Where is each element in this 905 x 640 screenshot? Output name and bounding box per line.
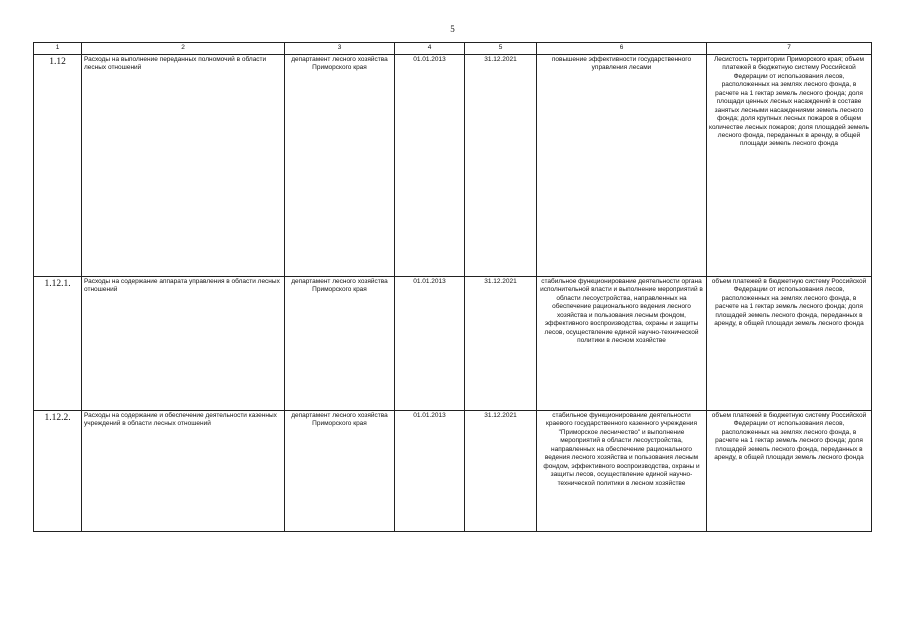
target-indicators: объем платежей в бюджетную систему Российской Федерации от использования лесов, расположенных на землях лесного фонда, в расчете на 1 гектар земель лесного фонда; доля площадей земель лесного фонда, переданных в аренду, в общей площади земель лесного фонда [707,411,872,532]
column-header: 3 [285,43,395,55]
responsible-executor: департамент лесного хозяйства Приморского края [285,411,395,532]
row-number: 1.12.2. [34,411,82,532]
column-header: 4 [395,43,465,55]
column-header: 1 [34,43,82,55]
table-row [34,411,872,532]
table-row [34,277,872,411]
page-number: 5 [450,24,455,34]
end-date: 31.12.2021 [465,277,537,411]
end-date: 31.12.2021 [465,411,537,532]
column-header: 6 [537,43,707,55]
activity-name: Расходы на выполнение переданных полномочий в области лесных отношений [82,55,285,277]
activity-name: Расходы на содержание и обеспечение деятельности казенных учреждений в области лесных отношений [82,411,285,532]
column-header: 2 [82,43,285,55]
expected-result: стабильное функционирование деятельности краевого государственного казенного учреждения "Приморское лесничество" и выполнение мероприятий в области лесоустройства, направленных на обеспечение рационального ведения лесного хозяйства и пользования лесным фондом, эффективного воспроизводства, охраны и защиты лесов, осуществление единой научно-технической политики в лесном хозяйстве [537,411,707,532]
table-row [34,55,872,277]
table-header-row [34,43,872,55]
target-indicators: объем платежей в бюджетную систему Российской Федерации от использования лесов, расположенных на землях лесного фонда, в расчете на 1 гектар земель лесного фонда; доля площадей земель лесного фонда, переданных в аренду, в общей площади земель лесного фонда [707,277,872,411]
start-date: 01.01.2013 [395,277,465,411]
activity-name: Расходы на содержание аппарата управления в области лесных отношений [82,277,285,411]
end-date: 31.12.2021 [465,55,537,277]
row-number: 1.12.1. [34,277,82,411]
column-header: 5 [465,43,537,55]
start-date: 01.01.2013 [395,411,465,532]
responsible-executor: департамент лесного хозяйства Приморского края [285,55,395,277]
expected-result: стабильное функционирование деятельности органа исполнительной власти и выполнение мероприятий в области лесоустройства, направленных на обеспечение рационального ведения лесного хозяйства и пользования лесным фондом, эффективного воспроизводства, охраны и защиты лесов, осуществление единой научно-технической политики в лесном хозяйстве [537,277,707,411]
expected-result: повышение эффективности государственного управления лесами [537,55,707,277]
target-indicators: Лесистость территории Приморского края; объем платежей в бюджетную систему Российской Федерации от использования лесов, расположенных на землях лесного фонда, в расчете на 1 гектар земель лесного фонда; доля площади ценных лесных насаждений в составе занятых лесными насаждениями земель лесного фонда; доля крупных лесных пожаров в общем количестве лесных пожаров; доля площадей земель лесного фонда, переданных в аренду, в общей площади земель лесного фонда [707,55,872,277]
program-activities-table [33,42,872,532]
column-header: 7 [707,43,872,55]
responsible-executor: департамент лесного хозяйства Приморского края [285,277,395,411]
row-number: 1.12 [34,55,82,277]
start-date: 01.01.2013 [395,55,465,277]
